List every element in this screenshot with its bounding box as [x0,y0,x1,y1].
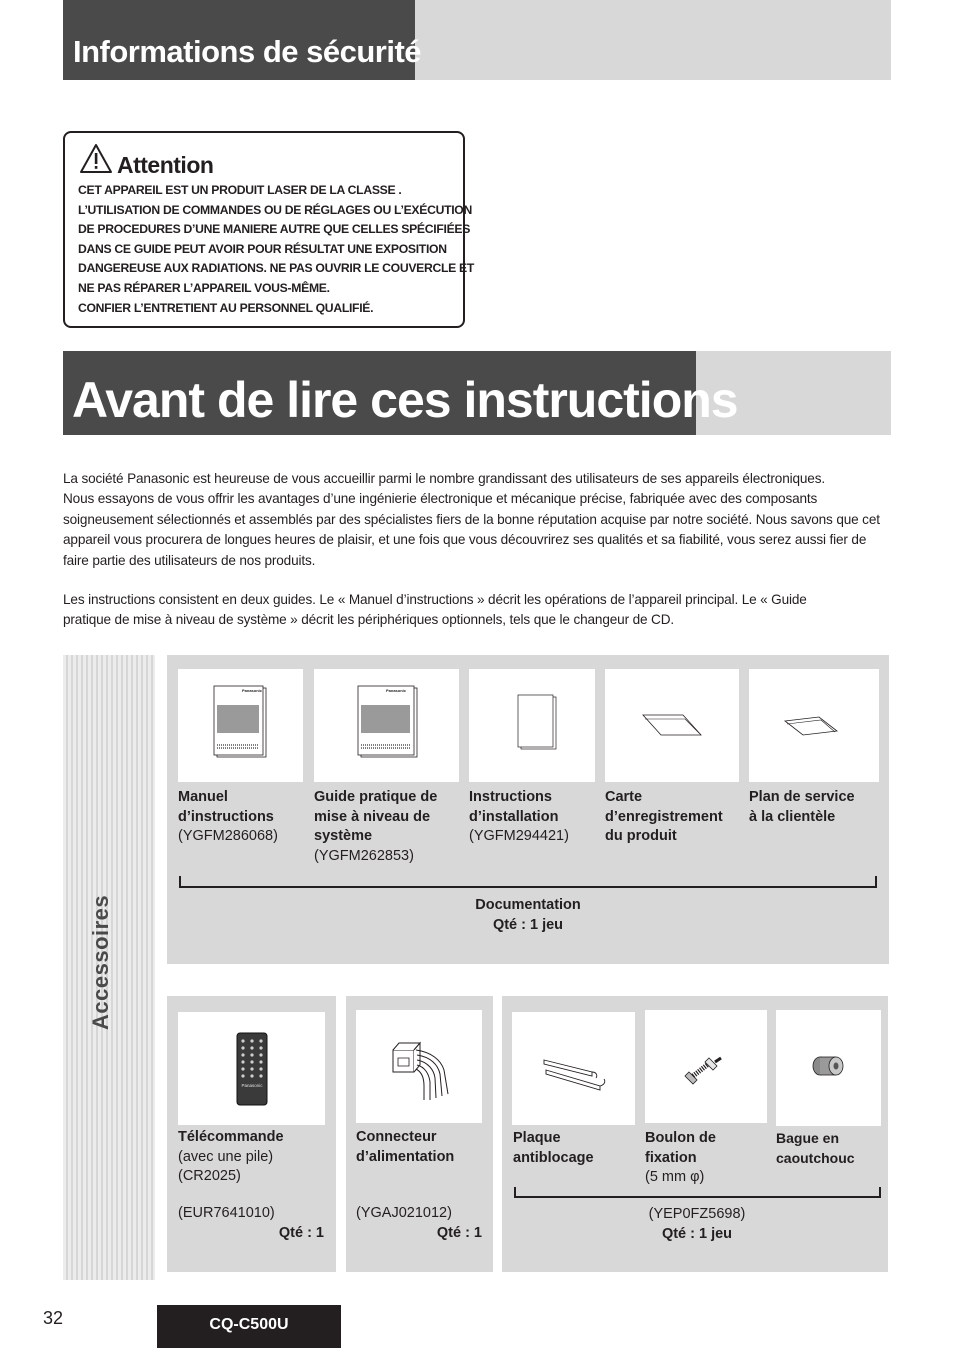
antiblock-plate-image [512,1012,635,1125]
part-code: (YGFM262853) [314,847,414,864]
caption-line: d’instructions [178,808,274,825]
service-plan-image [749,669,879,782]
attention-line: DANS CE GUIDE PEUT AVOIR POUR RÉSULTAT UNE EXPOSITION [78,241,447,256]
manual-book-icon [178,669,303,782]
manual-image [178,669,303,782]
bushing-icon [776,1010,881,1126]
remote-note: (CR2025) [178,1168,241,1184]
intro-paragraph-1 [63,469,891,571]
remote-name: Télécommande [178,1129,284,1145]
folded-sheet-icon [749,669,879,782]
remote-control-icon [178,1012,325,1125]
connector-code: (YGAJ021012) [356,1205,452,1221]
caption-line: d’alimentation [356,1148,455,1165]
part-code: (YGFM286068) [178,828,278,844]
rubber-bushing-image [776,1010,881,1126]
doc-caption-install [469,788,599,847]
caption-line: Connecteur [356,1129,437,1145]
remote-note: (avec une pile) [178,1148,274,1165]
attention-text [78,181,475,318]
caption-line: Manuel [178,789,228,805]
intro-line: Nous essayons de vous offrir les avantages d’une ingénierie électronique et mécanique précise, fabriquée avec des composants [63,491,818,507]
documentation-group [428,896,628,935]
caption-line: système [314,828,373,844]
caption-line: Boulon de [645,1130,716,1146]
documentation-label: Documentation [475,897,581,913]
caption-line: d’installation [469,808,559,825]
intro-line: La société Panasonic est heureuse de vous accueillir parmi le nombre grandissant des utilisateurs de ses appareils électroniques. [63,471,825,486]
brand-text: Panasonic [242,688,263,693]
documentation-qty: Qté : 1 jeu [492,916,564,933]
page-number: 32 [43,1308,64,1328]
hardware-code: (YEP0FZ5698) [648,1206,746,1222]
intro-line: soigneusement sélectionnés et assemblés par des spécialistes fiers de la bonne réputation acquise par notre société. Nous savons que cet [63,511,880,527]
doc-caption-service [749,788,884,827]
intro-paragraph-2 [63,590,891,631]
bolt-icon [645,1010,767,1123]
attention-line: CONFIER L’ENTRETIENT AU PERSONNEL QUALIFIÉ. [78,300,374,315]
attention-line: L’UTILISATION DE COMMANDES OU DE RÉGLAGES OU L’EXÉCUTION [78,202,472,217]
bushing-caption [776,1129,886,1168]
fixing-bolt-image [645,1010,767,1123]
intro-line: appareil vous procurera de longues heures de plaisir, et une fois que vous découvrirez ses qualités et sa fiabilité, vous serez aussi fier de [63,532,867,548]
caption-line: caoutchouc [776,1149,855,1166]
leaflet-icon [469,669,595,782]
caption-line: Plaque [513,1130,561,1146]
remote-qty: Qté : 1 [278,1225,324,1241]
plate-icon [512,1012,635,1125]
documentation-bracket [179,876,877,888]
caption-line: du produit [605,828,677,844]
connector-caption [356,1128,491,1167]
remote-code: (EUR7641010) [178,1205,275,1221]
guide-book-icon [314,669,459,782]
section-title: Informations de sécurité [63,0,415,80]
intro-line: Les instructions consistent en deux guides. Le « Manuel d’instructions » décrit les opérations de l’appareil principal. Le « Guide [63,592,807,607]
attention-line: NE PAS RÉPARER L’APPAREIL VOUS-MÊME. [78,280,330,295]
intro-line: pratique de mise à niveau de système » décrit les périphériques optionnels, tels que le changeur de CD. [63,612,674,628]
caption-line: Carte [605,789,643,805]
attention-line: CET APPAREIL EST UN PRODUIT LASER DE LA CLASSE . [78,183,402,197]
hardware-group [597,1205,797,1244]
warning-icon [79,143,113,174]
remote-image [178,1012,325,1125]
attention-line: DANGEREUSE AUX RADIATIONS. NE PAS OUVRIR LE COUVERCLE ET [78,261,475,276]
caption-line: d’enregistrement [605,808,723,825]
brand-text: Panasonic [241,1083,263,1088]
caption-line: Bague en [776,1130,840,1146]
caption-line: fixation [645,1149,697,1166]
caption-line: à la clientèle [749,808,836,825]
install-instructions-image [469,669,595,782]
intro-line: faire partie des utilisateurs de nos produits. [63,552,316,568]
bolt-caption [645,1129,770,1188]
caption-line: Guide pratique de [314,789,438,805]
accessories-side-label: Accessoires [88,894,113,1030]
remote-caption [178,1128,328,1187]
connector-qty: Qté : 1 [436,1225,482,1241]
plate-caption [513,1129,638,1168]
caption-line: antiblocage [513,1149,594,1166]
power-connector-icon [356,1010,482,1123]
caption-line: Instructions [469,789,552,805]
hardware-bracket [514,1187,881,1198]
caption-line: Plan de service [749,789,855,805]
doc-caption-manual [178,788,308,847]
bolt-size-note: (5 mm φ) [645,1169,705,1185]
registration-card-image [605,669,739,782]
attention-line: DE PROCEDURES D’UNE MANIERE AUTRE QUE CELLES SPÉCIFIÉES [78,222,471,237]
main-title: Avant de lire ces instructions [63,351,696,435]
card-icon [605,669,739,782]
doc-caption-guide [314,788,464,866]
hardware-qty: Qté : 1 jeu [661,1225,733,1242]
attention-title: Attention [117,152,214,178]
model-badge: CQ-C500U [157,1305,341,1348]
connector-image [356,1010,482,1123]
caption-line: mise à niveau de [314,808,431,825]
doc-caption-card [605,788,745,847]
part-code: (YGFM294421) [469,828,569,844]
brand-text: Panasonic [386,688,407,693]
guide-image [314,669,459,782]
